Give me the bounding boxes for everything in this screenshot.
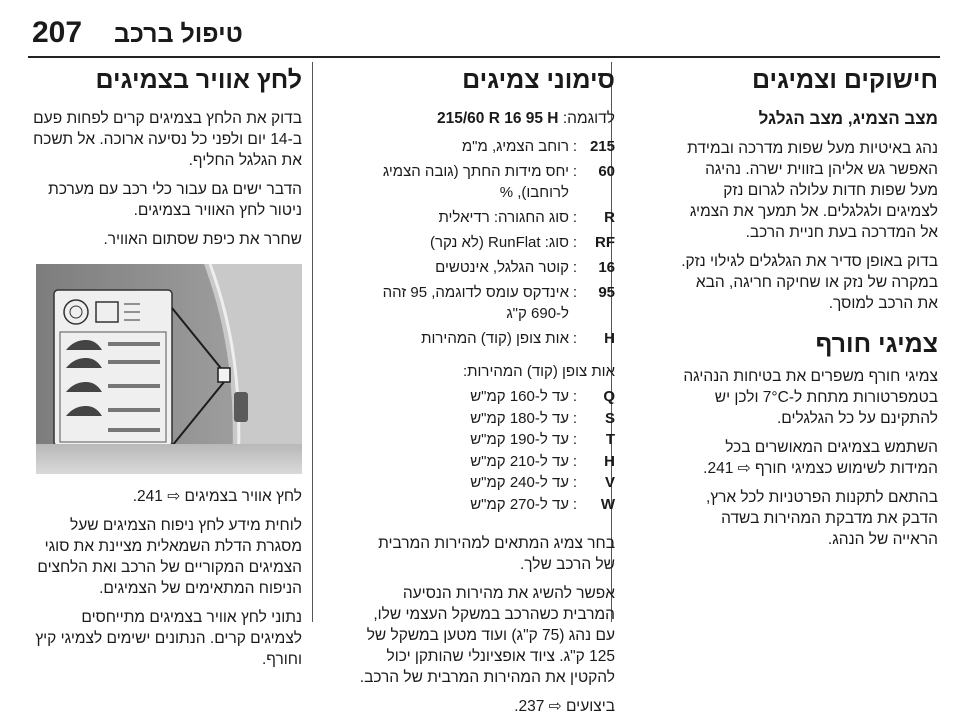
colon-separator: : — [572, 234, 578, 251]
speed-row — [355, 494, 615, 516]
speed-row — [355, 472, 615, 494]
speed-row-description: עד ל-160 קמ"ש — [470, 388, 569, 405]
page-header — [0, 0, 960, 58]
paragraph-with-crossref: השתמש בצמיגים המאושרים בכל המידות לשימוש כצמיגי חורף ⇨ 241. — [703, 439, 938, 477]
paragraph: אפשר להשיג את מהירות הנסיעה המרבית כשהרכב במשקל העצמי שלו, עם נהג (75 ק"ג) ועוד מטען במשקל של 125 ק"ג. ציוד אופציונלי שהותקן יכול להקטין את המהירות המרבית של הרכב. — [359, 585, 615, 686]
designation-row-description: אות צופן (קוד) המהירות — [421, 330, 569, 347]
example-label: לדוגמה: — [562, 110, 615, 127]
colon-separator: : — [572, 209, 578, 226]
speed-row — [355, 386, 615, 408]
colon-separator: : — [572, 409, 578, 427]
speed-row-key: S — [604, 409, 615, 427]
designation-row-description: יחס מידות החתך (גובה הצמיג לרוחבו), % — [382, 163, 569, 201]
paragraph: נתוני לחץ אוויר בצמיגים מתייחסים לצמיגים קרים. הנתונים ישימים לצמיגי קיץ וחורף. — [35, 609, 302, 668]
designation-row — [355, 207, 615, 228]
speed-row-key: W — [600, 495, 615, 513]
colon-separator: : — [572, 330, 578, 347]
designation-row-description: אינדקס עומס לדוגמה, 95 זהה ל-690 ק"ג — [382, 284, 569, 322]
paragraph: בהתאם לתקנות הפרטניות לכל ארץ, הדבק את מדבקת המהירות בשדה הראייה של הנהג. — [705, 489, 938, 548]
designation-row-key: 16 — [598, 259, 615, 276]
paragraph: הדבר ישים גם עבור כלי רכב עם מערכת ניטור לחץ האוויר בצמיגים. — [48, 181, 302, 219]
colon-separator: : — [572, 284, 578, 301]
colon-separator: : — [572, 138, 578, 155]
designation-row — [355, 257, 615, 278]
subheading-tyre-condition: מצב הצמיג, מצב הגלגל — [758, 109, 938, 128]
speed-code-list — [355, 386, 615, 515]
speed-row — [355, 408, 615, 430]
pressure-info-label — [54, 290, 172, 446]
door-frame-illustration — [36, 264, 302, 474]
paragraph: נהג באיטיות מעל שפות מדרכה ובמידת האפשר גש אליהן בזווית ישרה. נהיגה מעל שפות חדות עלולה לגרום נזק לצמיגים ולגלגלים. אל תמעך את הצמיג אל המדרכה בעת חניית הרכב. — [687, 140, 938, 241]
paragraph: בדוק באופן סדיר את הגלגלים לגילוי נזק. במקרה של נזק או שחיקה חריגה, הבא את הרכב למוסך. — [681, 253, 938, 312]
colon-separator: : — [572, 431, 578, 448]
column-tyre-designations — [355, 62, 615, 725]
speed-row-description: עד ל-190 קמ"ש — [470, 431, 569, 448]
page-number: 207 — [32, 16, 83, 49]
speed-row-key: T — [605, 431, 615, 448]
example-code: 215/60 R 16 95 H — [437, 110, 559, 127]
paragraph: צמיגי חורף משפרים את בטיחות הנהיגה בטמפרטורות מתחת ל-7°C ולכן יש להתקינם על כל הגלגלים. — [683, 368, 938, 427]
header-rule — [28, 56, 940, 58]
designation-row-description: רוחב הצמיג, מ"מ — [461, 138, 569, 155]
page-title: טיפול ברכב — [114, 20, 243, 48]
designation-row-key: RF — [595, 234, 615, 251]
paragraph: בחר צמיג המתאים למהירות המרבית של הרכב שלך. — [378, 535, 615, 573]
speed-code-intro: אות צופן (קוד) המהירות: — [463, 363, 615, 380]
designation-row-description: קוטר הגלגל, אינטשים — [435, 259, 569, 276]
designation-code-list — [355, 136, 615, 349]
paragraph: לוחית מידע לחץ ניפוח הצמיגים שעל מסגרת הדלת השמאלית מציינת את סוגי הצמיגים המקוריים של הרכב ואת הלחצים הניפוח המתאימים של הצמיגים. — [37, 517, 302, 597]
section-heading-tyre-designations: סימוני צמיגים — [462, 66, 615, 94]
column-tyre-pressure — [28, 62, 302, 678]
speed-row-key: V — [604, 474, 615, 491]
speed-row-description: עד ל-240 קמ"ש — [470, 474, 569, 491]
designation-row — [355, 161, 615, 203]
column-rims-and-tyres — [676, 62, 938, 558]
speed-row — [355, 451, 615, 473]
example-line — [355, 108, 615, 130]
colon-separator: : — [572, 452, 578, 470]
speed-row — [355, 429, 615, 451]
designation-row-description: סוג החגורה: רדיאלית — [438, 209, 569, 226]
designation-row-description: סוג: RunFlat (לא נקר) — [429, 234, 569, 251]
paragraph-with-crossref: ביצועים ⇨ 237. — [514, 698, 615, 715]
column-divider-left — [312, 62, 313, 622]
speed-row-description: עד ל-180 קמ"ש — [470, 409, 569, 427]
section-heading-winter-tyres: צמיגי חורף — [815, 330, 938, 358]
designation-row-key: 95 — [598, 284, 615, 301]
designation-row — [355, 282, 615, 324]
colon-separator: : — [572, 474, 578, 491]
section-heading-rims-tyres: חישוקים וצמיגים — [751, 66, 938, 94]
designation-row — [355, 232, 615, 253]
speed-row-description: עד ל-210 קמ"ש — [470, 452, 569, 470]
caption-crossref: לחץ אוויר בצמיגים ⇨ 241. — [132, 488, 302, 505]
speed-row-description: עד ל-270 קמ"ש — [470, 495, 569, 513]
designation-row-key: R — [604, 209, 615, 226]
colon-separator: : — [572, 163, 578, 180]
speed-row-key: Q — [603, 388, 615, 405]
designation-row-key: 60 — [598, 163, 615, 180]
photo-footer-strip — [36, 444, 302, 474]
paragraph: שחרר את כיפת שסתום האוויר. — [103, 231, 302, 248]
paragraph: בדוק את הלחץ בצמיגים קרים לפחות פעם ב-14 יום ולפני כל נסיעה ארוכה. אל תשכח את הגלגל החליף. — [33, 110, 302, 169]
designation-row — [355, 328, 615, 349]
colon-separator: : — [572, 495, 578, 513]
section-heading-tyre-pressure: לחץ אוויר בצמיגים — [95, 66, 302, 94]
designation-row-key: H — [604, 330, 615, 347]
tyre-pressure-label-photo — [36, 264, 302, 474]
speed-row-key: H — [604, 452, 615, 470]
colon-separator: : — [572, 259, 578, 276]
colon-separator: : — [572, 388, 578, 405]
designation-row-key: 215 — [589, 138, 615, 155]
designation-row — [355, 136, 615, 157]
